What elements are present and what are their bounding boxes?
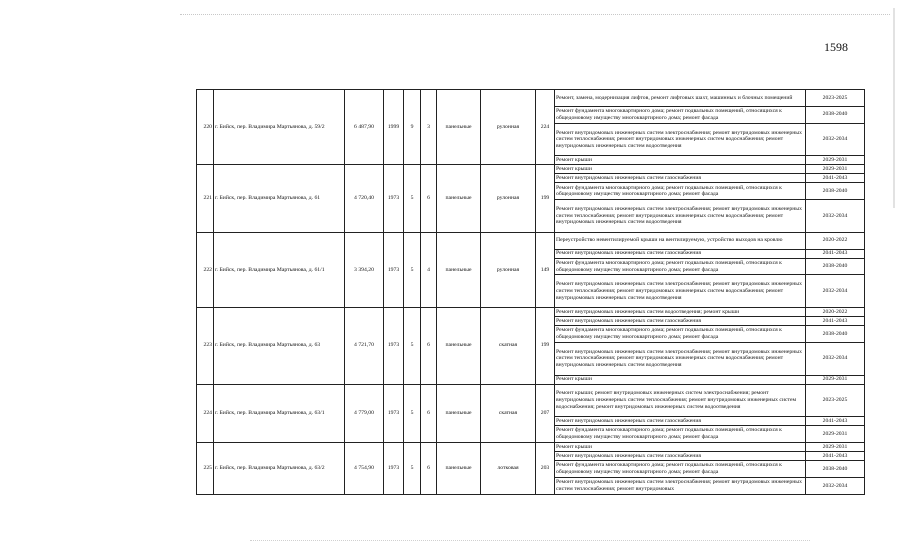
work-description: Ремонт внутридомовых инженерных систем электроснабжения; ремонт внутридомовых инженерных систем теплоснабжения; ремонт внутридомовых инженерных систем водоснабжения; ремонт внутридомовых инженерных систем водоотведения: [555, 200, 806, 233]
work-description: Переустройство невентилируемой крыши на вентилируемую, устройство выходов на кровлю: [555, 232, 806, 249]
work-period: 2041-2043: [806, 417, 865, 426]
registry-body: [197, 90, 865, 495]
work-period: 2020-2022: [806, 232, 865, 249]
floor-count: 5: [404, 442, 421, 494]
year-built: 1973: [384, 232, 404, 307]
resident-count: 224: [536, 90, 555, 165]
resident-count: 199: [536, 308, 555, 384]
roof-type: скатная: [481, 308, 536, 384]
entrance-count: 3: [421, 90, 437, 165]
work-description: Ремонт фундамента многоквартирного дома; ремонт подвальных помещений, относящихся к общедомовому имуществу многоквартирного дома; ремонт фасада: [555, 183, 806, 200]
scan-edge-mark: [893, 8, 895, 208]
work-period: 2041-2043: [806, 174, 865, 183]
work-description: Ремонт крыши; ремонт внутридомовых инженерных систем электроснабжения; ремонт внутридомовых инженерных систем теплоснабжения; ремонт внутридомовых инженерных систем водоснабжения; ремонт внутридомовых инженерных систем водоотведения: [555, 384, 806, 417]
floor-count: 5: [404, 165, 421, 232]
resident-count: 149: [536, 232, 555, 307]
work-description: Ремонт внутридомовых инженерных систем электроснабжения; ремонт внутридомовых инженерных систем теплоснабжения; ремонт внутридомовых инженерных систем водоснабжения; ремонт внутридомовых инженерных систем водоотведения: [555, 123, 806, 156]
work-period: 2029-2031: [806, 375, 865, 384]
house-number: 224: [197, 384, 214, 442]
total-area: 4 721,70: [345, 308, 384, 384]
total-area: 6 487,90: [345, 90, 384, 165]
total-area: 4 779,00: [345, 384, 384, 442]
total-area: 3 394,20: [345, 232, 384, 307]
work-description: Ремонт крыши: [555, 165, 806, 174]
house-address: г. Бийск, пер. Владимира Мартьянова, д. 63: [214, 308, 345, 384]
work-period: 2032-2034: [806, 477, 865, 494]
year-built: 1973: [384, 308, 404, 384]
work-description: Ремонт фундамента многоквартирного дома; ремонт подвальных помещений, относящихся к общедомовому имуществу многоквартирного дома; ремонт фасада: [555, 106, 806, 123]
roof-type: рулонная: [481, 165, 536, 232]
year-built: 1973: [384, 442, 404, 494]
wall-material: панельные: [437, 442, 481, 494]
year-built: 1973: [384, 384, 404, 442]
floor-count: 5: [404, 308, 421, 384]
table-row: [197, 232, 865, 249]
entrance-count: 6: [421, 442, 437, 494]
table-row: [197, 384, 865, 417]
housing-registry-table: [196, 89, 865, 495]
work-period: 2029-2031: [806, 426, 865, 443]
work-period: 2038-2040: [806, 326, 865, 343]
table-row: [197, 90, 865, 107]
work-description: Ремонт внутридомовых инженерных систем газоснабжения: [555, 249, 806, 258]
work-period: 2041-2043: [806, 451, 865, 460]
work-period: 2038-2040: [806, 106, 865, 123]
house-address: г. Бийск, пер. Владимира Мартьянова, д. 63/2: [214, 442, 345, 494]
total-area: 4 754,90: [345, 442, 384, 494]
work-description: Ремонт крыши: [555, 375, 806, 384]
work-description: Ремонт крыши: [555, 442, 806, 451]
house-address: г. Бийск, пер. Владимира Мартьянова, д. 59/2: [214, 90, 345, 165]
work-period: 2032-2034: [806, 342, 865, 375]
house-address: г. Бийск, пер. Владимира Мартьянова, д. 61/1: [214, 232, 345, 307]
wall-material: панельные: [437, 308, 481, 384]
work-description: Ремонт, замена, модернизация лифтов, ремонт лифтовых шахт, машинных и блочных помещений: [555, 90, 806, 107]
house-address: г. Бийск, пер. Владимира Мартьянова, д. 63/1: [214, 384, 345, 442]
work-description: Ремонт внутридомовых инженерных систем электроснабжения; ремонт внутридомовых инженерных систем теплоснабжения; ремонт внутридомовых инженерных систем водоснабжения; ремонт внутридомовых инженерных систем водоотведения: [555, 275, 806, 308]
house-address: г. Бийск, пер. Владимира Мартьянова, д. 61: [214, 165, 345, 232]
work-period: 2023-2025: [806, 384, 865, 417]
floor-count: 9: [404, 90, 421, 165]
house-number: 225: [197, 442, 214, 494]
resident-count: 203: [536, 442, 555, 494]
resident-count: 199: [536, 165, 555, 232]
work-period: 2041-2043: [806, 249, 865, 258]
work-period: 2041-2043: [806, 317, 865, 326]
work-description: Ремонт внутридомовых инженерных систем электроснабжения; ремонт внутридомовых инженерных систем теплоснабжения; ремонт внутридомовых инженерных систем водоснабжения; ремонт внутридомовых инженерных систем водоотведения: [555, 342, 806, 375]
wall-material: панельные: [437, 165, 481, 232]
wall-material: панельные: [437, 232, 481, 307]
work-description: Ремонт внутридомовых инженерных систем газоснабжения: [555, 417, 806, 426]
work-description: Ремонт внутридомовых инженерных систем водоотведения; ремонт крыши: [555, 308, 806, 317]
table-row: [197, 308, 865, 317]
work-period: 2023-2025: [806, 90, 865, 107]
entrance-count: 6: [421, 308, 437, 384]
scan-top-rule: [180, 14, 890, 15]
entrance-count: 4: [421, 232, 437, 307]
work-period: 2029-2031: [806, 156, 865, 165]
house-number: 222: [197, 232, 214, 307]
resident-count: 207: [536, 384, 555, 442]
work-period: 2032-2034: [806, 123, 865, 156]
house-number: 220: [197, 90, 214, 165]
roof-type: рулонная: [481, 90, 536, 165]
table-row: [197, 442, 865, 451]
page-number: 1598: [824, 40, 848, 54]
work-description: Ремонт фундамента многоквартирного дома; ремонт подвальных помещений, относящихся к общедомовому имуществу многоквартирного дома; ремонт фасада: [555, 258, 806, 275]
work-period: 2032-2034: [806, 200, 865, 233]
entrance-count: 6: [421, 384, 437, 442]
entrance-count: 6: [421, 165, 437, 232]
work-period: 2029-2031: [806, 165, 865, 174]
work-period: 2038-2040: [806, 460, 865, 477]
wall-material: панельные: [437, 384, 481, 442]
work-description: Ремонт фундамента многоквартирного дома; ремонт подвальных помещений, относящихся к общедомовому имуществу многоквартирного дома; ремонт фасада: [555, 460, 806, 477]
total-area: 4 720,40: [345, 165, 384, 232]
floor-count: 5: [404, 232, 421, 307]
house-number: 223: [197, 308, 214, 384]
work-description: Ремонт внутридомовых инженерных систем газоснабжения: [555, 451, 806, 460]
year-built: 1999: [384, 90, 404, 165]
work-description: Ремонт внутридомовых инженерных систем газоснабжения: [555, 174, 806, 183]
work-period: 2029-2031: [806, 442, 865, 451]
work-description: Ремонт крыши: [555, 156, 806, 165]
work-description: Ремонт фундамента многоквартирного дома; ремонт подвальных помещений, относящихся к общедомовому имуществу многоквартирного дома; ремонт фасада: [555, 326, 806, 343]
table-row: [197, 165, 865, 174]
floor-count: 5: [404, 384, 421, 442]
work-period: 2038-2040: [806, 258, 865, 275]
wall-material: панельные: [437, 90, 481, 165]
work-description: Ремонт фундамента многоквартирного дома; ремонт подвальных помещений, относящихся к общедомовому имуществу многоквартирного дома; ремонт фасада: [555, 426, 806, 443]
work-description: Ремонт внутридомовых инженерных систем газоснабжения: [555, 317, 806, 326]
roof-type: лотковая: [481, 442, 536, 494]
roof-type: скатная: [481, 384, 536, 442]
work-period: 2032-2034: [806, 275, 865, 308]
house-number: 221: [197, 165, 214, 232]
year-built: 1973: [384, 165, 404, 232]
work-period: 2038-2040: [806, 183, 865, 200]
roof-type: рулонная: [481, 232, 536, 307]
scan-bottom-rule: [250, 540, 810, 541]
work-period: 2020-2022: [806, 308, 865, 317]
work-description: Ремонт внутридомовых инженерных систем электроснабжения; ремонт внутридомовых инженерных систем теплоснабжения; ремонт внутридомовых: [555, 477, 806, 494]
